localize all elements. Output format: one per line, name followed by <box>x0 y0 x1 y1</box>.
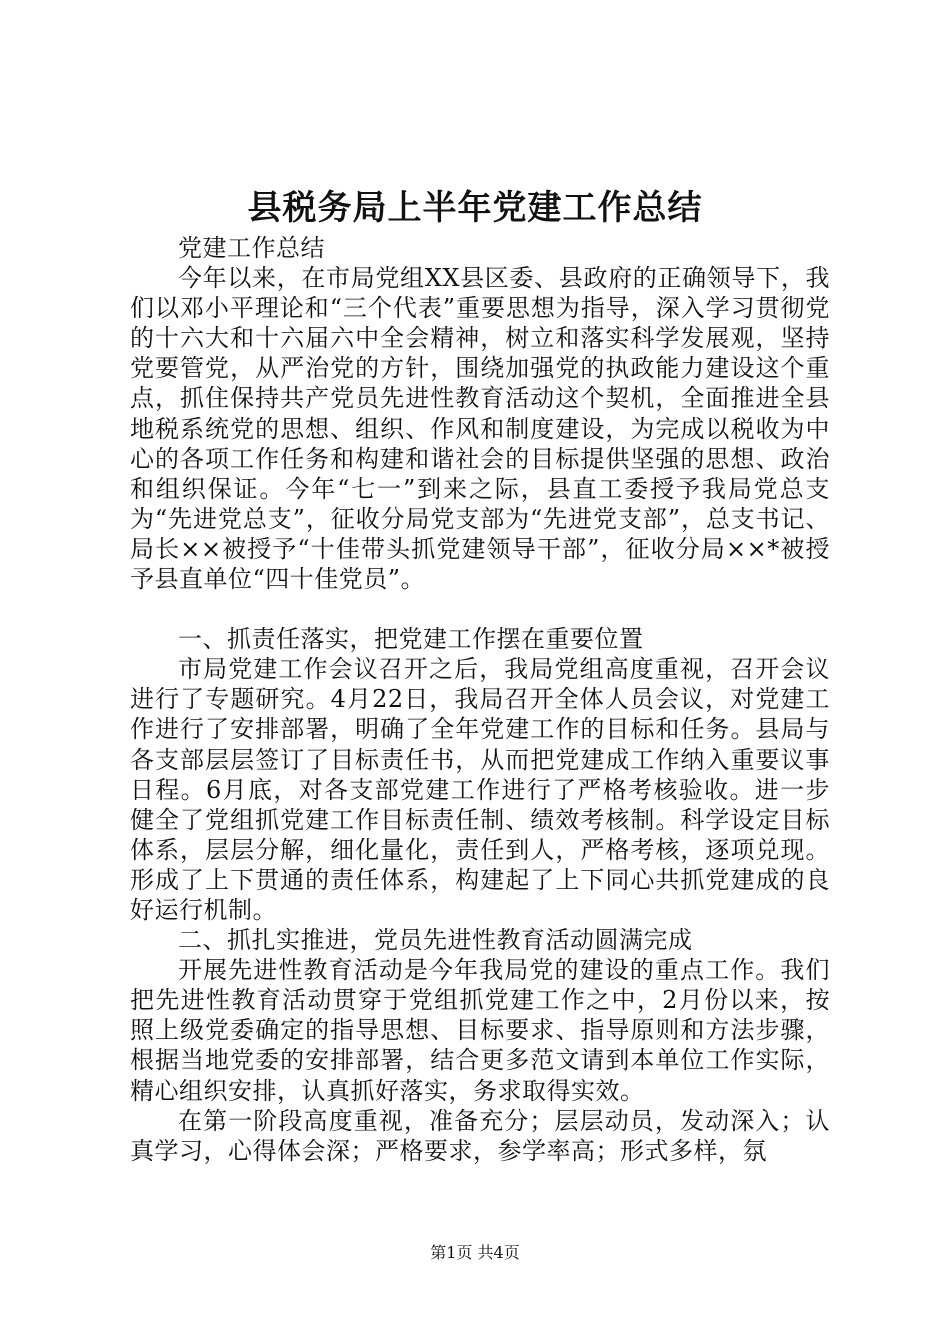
paragraph-intro: 今年以来，在市局党组XX县区委、县政府的正确领导下，我们以邓小平理论和“三个代表”重要思想为指导，深入学习贯彻党的十六大和十六届六中全会精神，树立和落实科学发展观，坚持党要管党，从严治党的方针，围绕加强党的执政能力建设这个重点，抓住保持共产党员先进性教育活动这个契机，全面推进全县地税系统党的思想、组织、作风和制度建设，为完成以税收为中心的各项工作任务和构建和谐社会的目标提供坚强的思想、政治和组织保证。今年“七一”到来之际，县直工委授予我局党总支为“先进党总支”，征收分局党支部为“先进党支部”，总支书记、局长××被授予“十佳带头抓党建领导干部”，征收分局××*被授予县直单位“四十佳党员”。 <box>130 264 830 594</box>
document-body <box>130 233 830 1166</box>
paragraph-section-2: 开展先进性教育活动是今年我局党的建设的重点工作。我们把先进性教育活动贯穿于党组抓党建工作之中，2月份以来，按照上级党委确定的指导思想、目标要求、指导原则和方法步骤，根据当地党委的安排部署，结合更多范文请到本单位工作实际，精心组织安排，认真抓好落实，务求取得实效。 <box>130 956 830 1105</box>
page-footer: 第1页 共4页 <box>430 1243 520 1262</box>
section-heading-1: 一、抓责任落实，把党建工作摆在重要位置 <box>178 625 644 654</box>
paragraph-subtitle: 党建工作总结 <box>178 234 325 262</box>
paragraph-section-1: 市局党建工作会议召开之后，我局党组高度重视，召开会议进行了专题研究。4月22日，我局召开全体人员会议，对党建工作进行了安排部署，明确了全年党建工作的目标和任务。县局与各支部层层签订了目标责任书，从而把党建成工作纳入重要议事日程。6月底，对各支部党建工作进行了严格考核验收。进一步健全了党组抓党建工作目标责任制、绩效考核制。科学设定目标体系，层层分解，细化量化，责任到人，严格考核，逐项兑现。形成了上下贯通的责任体系，构建起了上下同心共抓党建成的良好运行机制。 <box>130 655 830 924</box>
document-title: 县税务局上半年党建工作总结 <box>247 188 703 228</box>
paragraph-section-2-continued: 在第一阶段高度重视，准备充分；层层动员，发动深入；认真学习，心得体会深；严格要求，参学率高；形式多样，氛 <box>130 1106 830 1165</box>
section-heading-2: 二、抓扎实推进，党员先进性教育活动圆满完成 <box>178 926 693 955</box>
paragraph-gap <box>130 594 830 624</box>
